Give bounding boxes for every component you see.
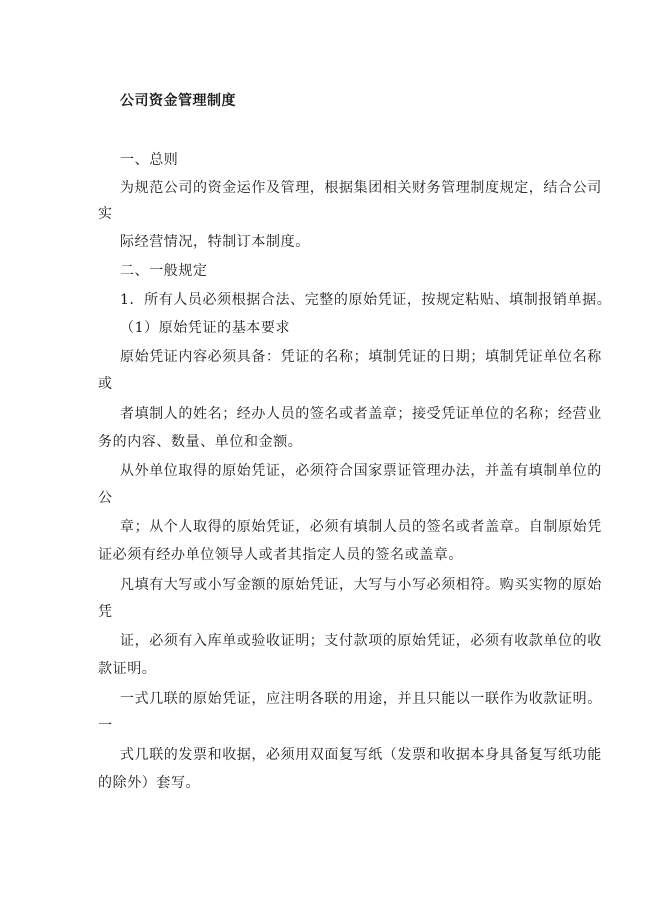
paragraph-line: 1．所有人员必须根据合法、完整的原始凭证，按规定粘贴、填制报销单据。: [120, 292, 612, 308]
wrapped-char: 凭: [98, 604, 113, 620]
subsection-heading: （1）原始凭证的基本要求: [120, 320, 291, 336]
paragraph-line: 款证明。: [98, 661, 157, 677]
paragraph-line: 式几联的发票和收据，必须用双面复写纸（发票和收据本身具备复写纸功能: [120, 747, 602, 763]
paragraph-line: 证必须有经办单位领导人或者其指定人员的签名或盖章。: [98, 547, 463, 563]
paragraph-line: 从外单位取得的原始凭证，必须符合国家票证管理办法，并盖有填制单位的: [120, 463, 602, 479]
wrapped-char: 实: [98, 206, 113, 222]
paragraph-line: 为规范公司的资金运作及管理，根据集团相关财务管理制度规定，结合公司: [120, 180, 602, 196]
paragraph-line: 者填制人的姓名；经办人员的签名或者盖章；接受凭证单位的名称；经营业: [120, 406, 602, 422]
paragraph-line: 原始凭证内容必须具备：凭证的名称；填制凭证的日期；填制凭证单位名称: [120, 349, 602, 365]
paragraph-line: 一式几联的原始凭证，应注明各联的用途，并且只能以一联作为收款证明。: [120, 691, 602, 707]
wrapped-char: 一: [98, 718, 113, 734]
wrapped-char: 公: [98, 490, 113, 506]
paragraph-line: 章；从个人取得的原始凭证，必须有填制人员的签名或者盖章。自制原始凭: [120, 519, 602, 535]
section-heading-general: 一、总则: [120, 152, 179, 168]
section-heading-general-rules: 二、一般规定: [120, 263, 208, 279]
wrapped-char: 或: [98, 376, 113, 392]
document-title: 公司资金管理制度: [120, 93, 236, 109]
paragraph-line: 证，必须有入库单或验收证明；支付款项的原始凭证，必须有收款单位的收: [120, 633, 602, 649]
paragraph-line: 务的内容、数量、单位和金额。: [98, 434, 303, 450]
paragraph-line: 的除外）套写。: [98, 775, 201, 791]
paragraph-line: 际经营情况，特制订本制度。: [120, 234, 310, 250]
paragraph-line: 凡填有大写或小写金额的原始凭证，大写与小写必须相符。购买实物的原始: [120, 577, 602, 593]
